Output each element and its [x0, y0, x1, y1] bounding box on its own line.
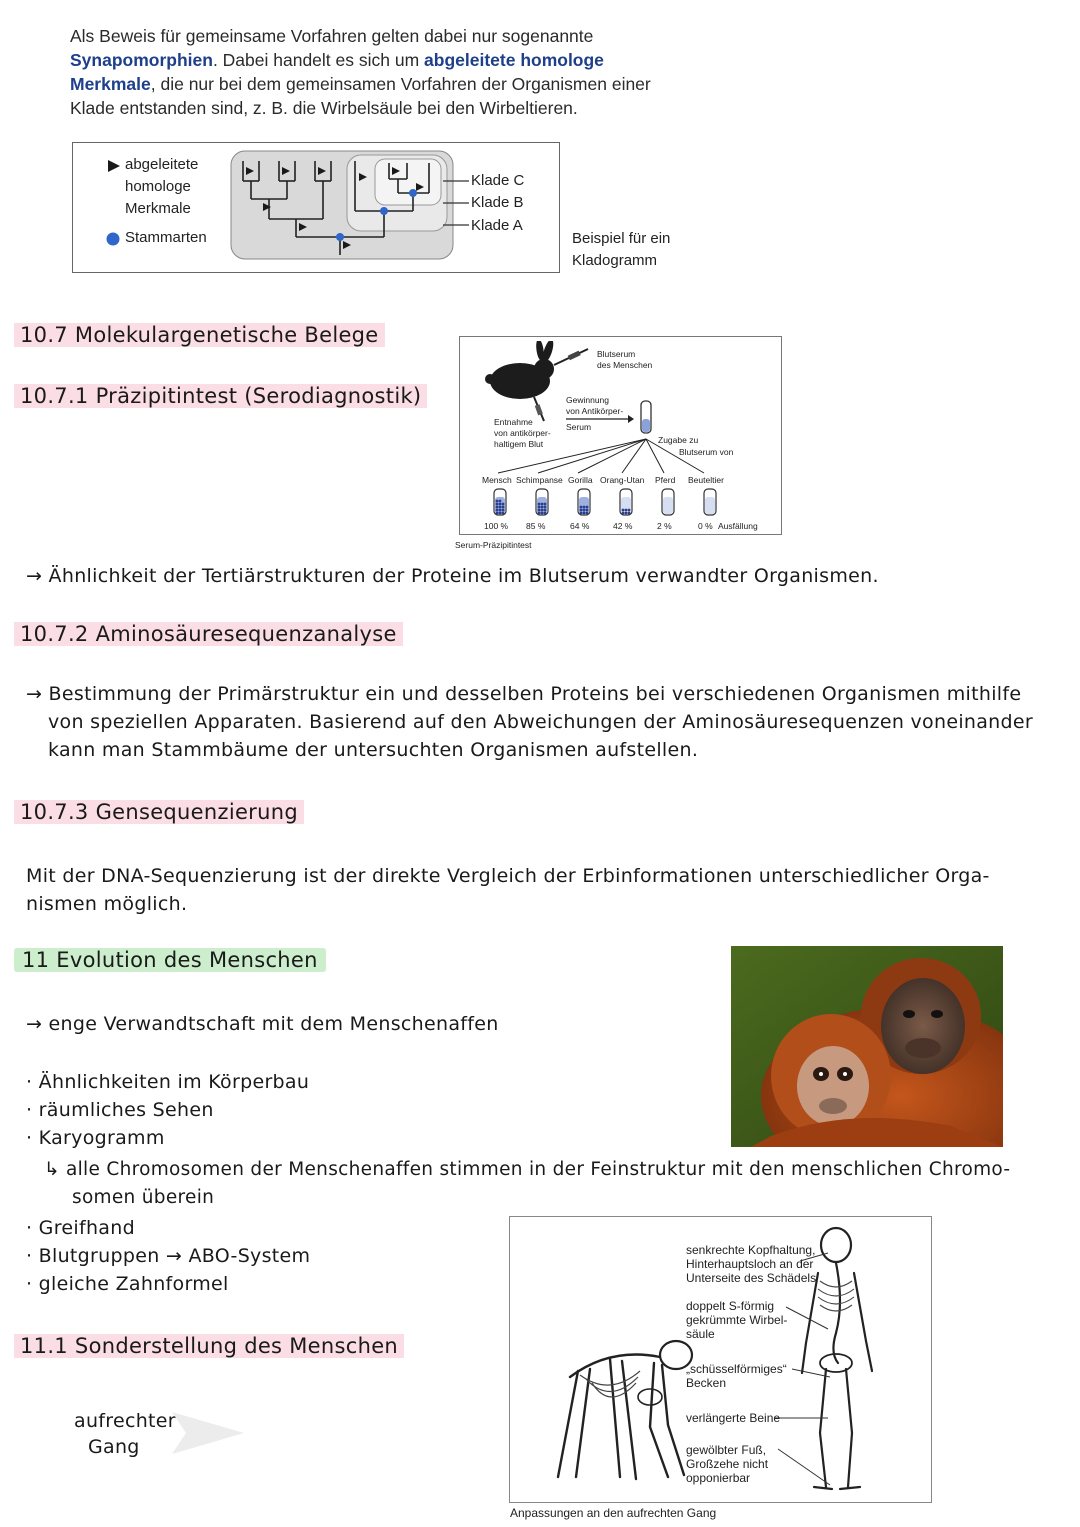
list-item: · Blutgruppen → ABO-System	[26, 1245, 311, 1267]
upright-gait-line: Gang	[88, 1436, 140, 1458]
draw-label-3: haltigem Blut	[494, 439, 544, 449]
result-tube	[536, 489, 548, 515]
species-label: Pferd	[655, 475, 676, 485]
precipitin-caption: Serum-Präzipitintest	[455, 540, 532, 550]
upright-gait-note	[74, 1408, 176, 1460]
precipitate-dot	[496, 503, 499, 506]
precipitate-dot	[622, 512, 625, 515]
skeleton-figure	[509, 1216, 932, 1503]
precipitate-dot	[541, 503, 544, 506]
heading-11: 11 Evolution des Menschen	[14, 948, 326, 972]
precipitate-dot	[496, 506, 499, 509]
precipitate-dot	[496, 500, 499, 503]
precipitate-dot	[544, 509, 547, 512]
gain-label-3: Serum	[566, 422, 592, 432]
skeleton-label-pelvis: „schüsselförmiges“ Becken	[686, 1362, 787, 1390]
precipitate-dot	[628, 512, 631, 515]
result-tubes	[460, 487, 781, 521]
precipitate-dot	[502, 503, 505, 506]
clade-leader-lines	[443, 171, 471, 233]
heading-11-1: 11.1 Sonderstellung des Menschen	[14, 1334, 404, 1358]
precipitate-dot	[544, 503, 547, 506]
precipitate-dot	[583, 506, 586, 509]
precipitate-dot	[538, 503, 541, 506]
precipitate-dot	[580, 506, 583, 509]
percent-label: 64 %	[570, 521, 590, 531]
gensequenz-line: Mit der DNA-Sequenzierung ist der direkte Vergleich der Erbinformationen unterschiedlicher Orga-	[26, 865, 990, 887]
aminoacid-line: → Bestimmung der Primärstruktur ein und desselben Proteins bei verschiedenen Organismen mithilfe	[26, 683, 1022, 705]
precipitate-dot	[583, 512, 586, 515]
intro-text-1: Als Beweis für gemeinsame Vorfahren gelten dabei nur sogenannte	[70, 26, 594, 46]
percent-label: 0 %	[698, 521, 713, 531]
cladogram-tree	[229, 149, 469, 263]
precipitate-dot	[628, 509, 631, 512]
legend-derived-1: abgeleitete	[125, 156, 199, 173]
cladogram-caption-1: Beispiel für ein	[572, 230, 671, 247]
legend-derived-3: Merkmale	[125, 200, 191, 217]
precipitate-dot	[622, 509, 625, 512]
precipitate-dot	[544, 506, 547, 509]
precipitate-dot	[583, 509, 586, 512]
cladogram-caption	[572, 228, 670, 272]
precipitate-dot	[502, 506, 505, 509]
species-label: Beuteltier	[688, 475, 724, 485]
skeleton-label-head: senkrechte Kopfhaltung, Hinterhauptsloch an der Unterseite des Schädels	[686, 1243, 817, 1285]
list-item: · Karyogramm	[26, 1127, 165, 1149]
similarity-list-2	[26, 1214, 310, 1298]
precipitate-dot	[580, 512, 583, 515]
percent-label: 100 %	[484, 521, 509, 531]
precipitate-dot	[499, 500, 502, 503]
serum-label-1: Blutserum	[597, 349, 636, 359]
gain-label-1: Gewinnung	[566, 395, 610, 405]
legend-stammarten: Stammarten	[125, 229, 207, 246]
result-tube	[494, 489, 506, 515]
species-label: Orang-Utan	[600, 475, 645, 485]
precipitate-dot	[625, 509, 628, 512]
intro-text-3: , die nur bei dem gemeinsamen Vorfahren der Organismen einer Klade entstanden sind, z. B. die Wirbelsäule bei den Wirbeltieren.	[70, 74, 651, 118]
skeleton-label-foot: gewölbter Fuß, Großzehe nicht opponierbar	[686, 1443, 769, 1485]
species-label: Mensch	[482, 475, 512, 485]
skeleton-label-spine: doppelt S-förmig gekrümmte Wirbel- säule	[686, 1299, 788, 1341]
serum-label-2: des Menschen	[597, 360, 653, 370]
heading-10-7-1: 10.7.1 Präzipitintest (Serodiagnostik)	[14, 384, 427, 408]
cladogram-figure	[72, 142, 560, 273]
precipitate-dot	[544, 512, 547, 515]
gensequenz-line: nismen möglich.	[26, 893, 188, 915]
triangle-marker-icon	[107, 159, 121, 173]
dot-marker-icon	[105, 231, 121, 247]
heading-10-7-3: 10.7.3 Gensequenzierung	[14, 800, 304, 824]
result-tube	[620, 489, 632, 515]
precipitate-dot	[502, 512, 505, 515]
list-item: · gleiche Zahnformel	[26, 1273, 229, 1295]
cladogram-caption-2: Kladogramm	[572, 252, 658, 269]
precipitin-test-figure	[459, 336, 782, 535]
list-item: · Greifhand	[26, 1217, 135, 1239]
label-klade-a: Klade A	[471, 217, 523, 234]
aminoacid-line: kann man Stammbäume der untersuchten Organismen aufstellen.	[48, 739, 699, 761]
precipitate-dot	[586, 512, 589, 515]
precipitate-dot	[538, 506, 541, 509]
precipitate-dot	[496, 512, 499, 515]
legend-derived-2: homologe	[125, 178, 191, 195]
term-abgeleitete-merkmale: abgeleitete homologe Merkmale	[70, 50, 604, 94]
precipitate-dot	[538, 509, 541, 512]
arrow-right-icon	[168, 1410, 248, 1456]
heading-10-7-2: 10.7.2 Aminosäuresequenzanalyse	[14, 622, 403, 646]
term-synapomorphien: Synapomorphien	[70, 50, 213, 70]
similarity-list	[26, 1068, 309, 1152]
percent-label: 2 %	[657, 521, 672, 531]
precipitin-result: → Ähnlichkeit der Tertiärstrukturen der Proteine im Blutserum verwandter Organismen.	[26, 565, 879, 587]
skeleton-caption: Anpassungen an den aufrechten Gang	[510, 1506, 717, 1520]
precipitate-dot	[586, 506, 589, 509]
species-label: Gorilla	[568, 475, 593, 485]
draw-label-2: von antikörper-	[494, 428, 551, 438]
evolution-intro: → enge Verwandtschaft mit dem Menschenaffen	[26, 1013, 499, 1035]
precipitate-dot	[586, 509, 589, 512]
gain-label-2: von Antikörper-	[566, 406, 624, 416]
intro-text-2: . Dabei handelt es sich um	[212, 50, 425, 70]
precipitate-dot	[499, 506, 502, 509]
upright-gait-line: aufrechter	[74, 1410, 176, 1432]
precipitate-dot	[625, 512, 628, 515]
percent-label: 42 %	[613, 521, 633, 531]
list-item: · Ähnlichkeiten im Körperbau	[26, 1071, 310, 1093]
result-tube	[578, 489, 590, 515]
karyogram-note	[44, 1156, 1074, 1212]
add-label-1: Zugabe zu	[658, 435, 699, 445]
draw-label-1: Entnahme	[494, 417, 533, 427]
intro-paragraph	[70, 24, 690, 120]
add-label-2: Blutserum von	[679, 447, 734, 457]
list-item: · räumliches Sehen	[26, 1099, 214, 1121]
precipitate-dot	[499, 503, 502, 506]
species-label: Schimpanse	[516, 475, 563, 485]
percent-label: 85 %	[526, 521, 546, 531]
gensequenz-paragraph	[26, 862, 1066, 918]
aminoacid-paragraph	[26, 680, 1066, 764]
precipitate-dot	[580, 509, 583, 512]
karyogram-line: somen überein	[72, 1187, 215, 1208]
karyogram-line: ↳ alle Chromosomen der Menschenaffen stimmen in der Feinstruktur mit den menschlichen Chromo-	[44, 1159, 1011, 1180]
precip-suffix: Ausfällung	[718, 521, 758, 531]
precipitate-dot	[499, 512, 502, 515]
skeleton-label-legs: verlängerte Beine	[686, 1411, 781, 1425]
heading-10-7: 10.7 Molekulargenetische Belege	[14, 323, 385, 347]
result-tube	[662, 489, 674, 515]
label-klade-c: Klade C	[471, 172, 525, 189]
label-klade-b: Klade B	[471, 194, 524, 211]
precipitate-dot	[496, 509, 499, 512]
precipitate-dot	[502, 509, 505, 512]
aminoacid-line: von speziellen Apparaten. Basierend auf den Abweichungen der Aminosäuresequenzen voneinander	[48, 711, 1033, 733]
orangutan-photo	[731, 946, 1003, 1147]
precipitate-dot	[541, 506, 544, 509]
precipitate-dot	[538, 512, 541, 515]
precipitate-dot	[541, 512, 544, 515]
result-tube	[704, 489, 716, 515]
precipitate-dot	[541, 509, 544, 512]
precipitate-dot	[499, 509, 502, 512]
